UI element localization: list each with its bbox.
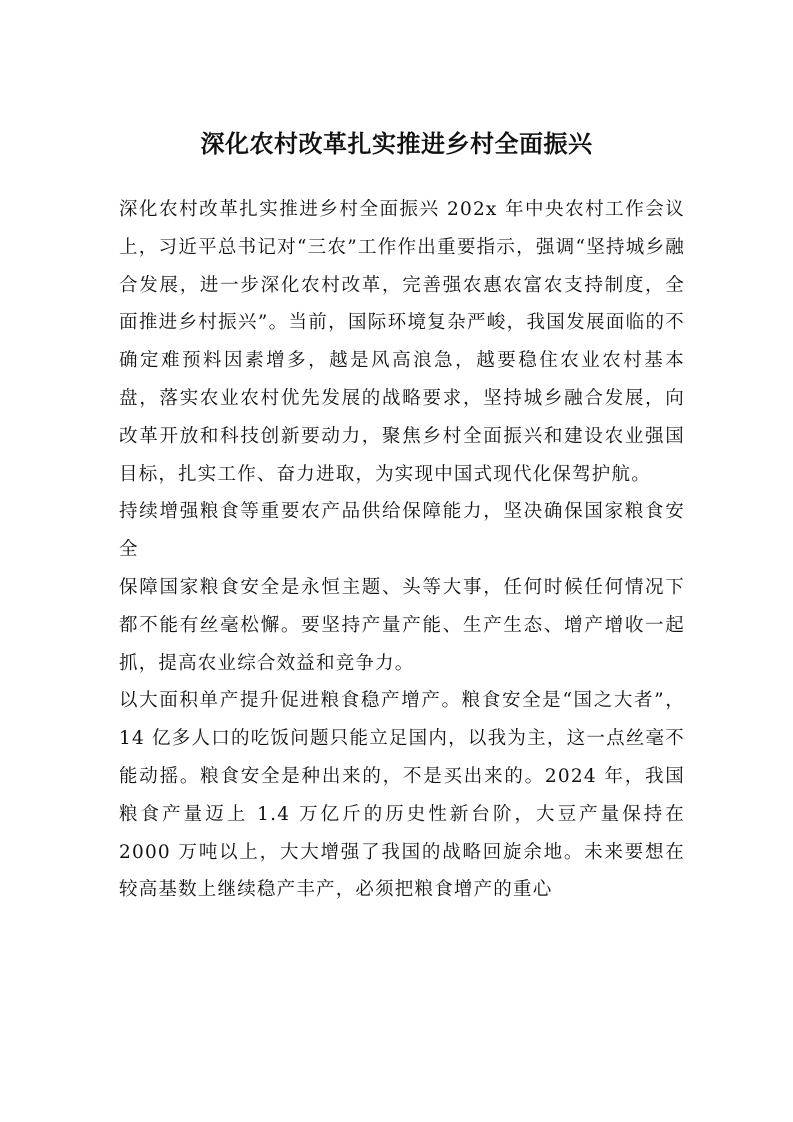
paragraph-grain-security: 保障国家粮食安全是永恒主题、头等大事，任何时候任何情况下都不能有丝毫松懈。要坚持产量产能、生产生态、增产增收一起抓，提高农业综合效益和竞争力。 bbox=[119, 576, 685, 674]
paragraph-intro: 深化农村改革扎实推进乡村全面振兴 202x 年中央农村工作会议上，习近平总书记对“三农”工作作出重要指示，强调“坚持城乡融合发展，进一步深化农村改革，完善强农惠农富农支持制度，全面推进乡村振兴”。当前，国际环境复杂严峻，我国发展面临的不确定难预料因素增多，越是风高浪急，越要稳住农业农村基本盘，落实农业农村优先发展的战略要求，坚持城乡融合发展，向改革开放和科技创新要动力，聚焦乡村全面振兴和建设农业强国目标，扎实工作、奋力进取，为实现中国式现代化保驾护航。 bbox=[119, 199, 685, 485]
section-heading-grain-security: 持续增强粮食等重要农产品供给保障能力，坚决确保国家粮食安全 bbox=[119, 501, 685, 561]
paragraph-yield-increase: 以大面积单产提升促进粮食稳产增产。粮食安全是“国之大者”，14 亿多人口的吃饭问题只能立足国内，以我为主，这一点丝毫不能动摇。粮食安全是种出来的，不是买出来的。2024 年，我国粮食产量迈上 1.4 万亿斤的历史性新台阶，大豆产量保持在 2000 万吨以上，大大增强了我国的战略回旋余地。未来要想在较高基数上继续稳产丰产，必须把粮食增产的重心 bbox=[119, 690, 685, 901]
document-title: 深化农村改革扎实推进乡村全面振兴 bbox=[200, 130, 593, 158]
document-body bbox=[119, 191, 685, 909]
